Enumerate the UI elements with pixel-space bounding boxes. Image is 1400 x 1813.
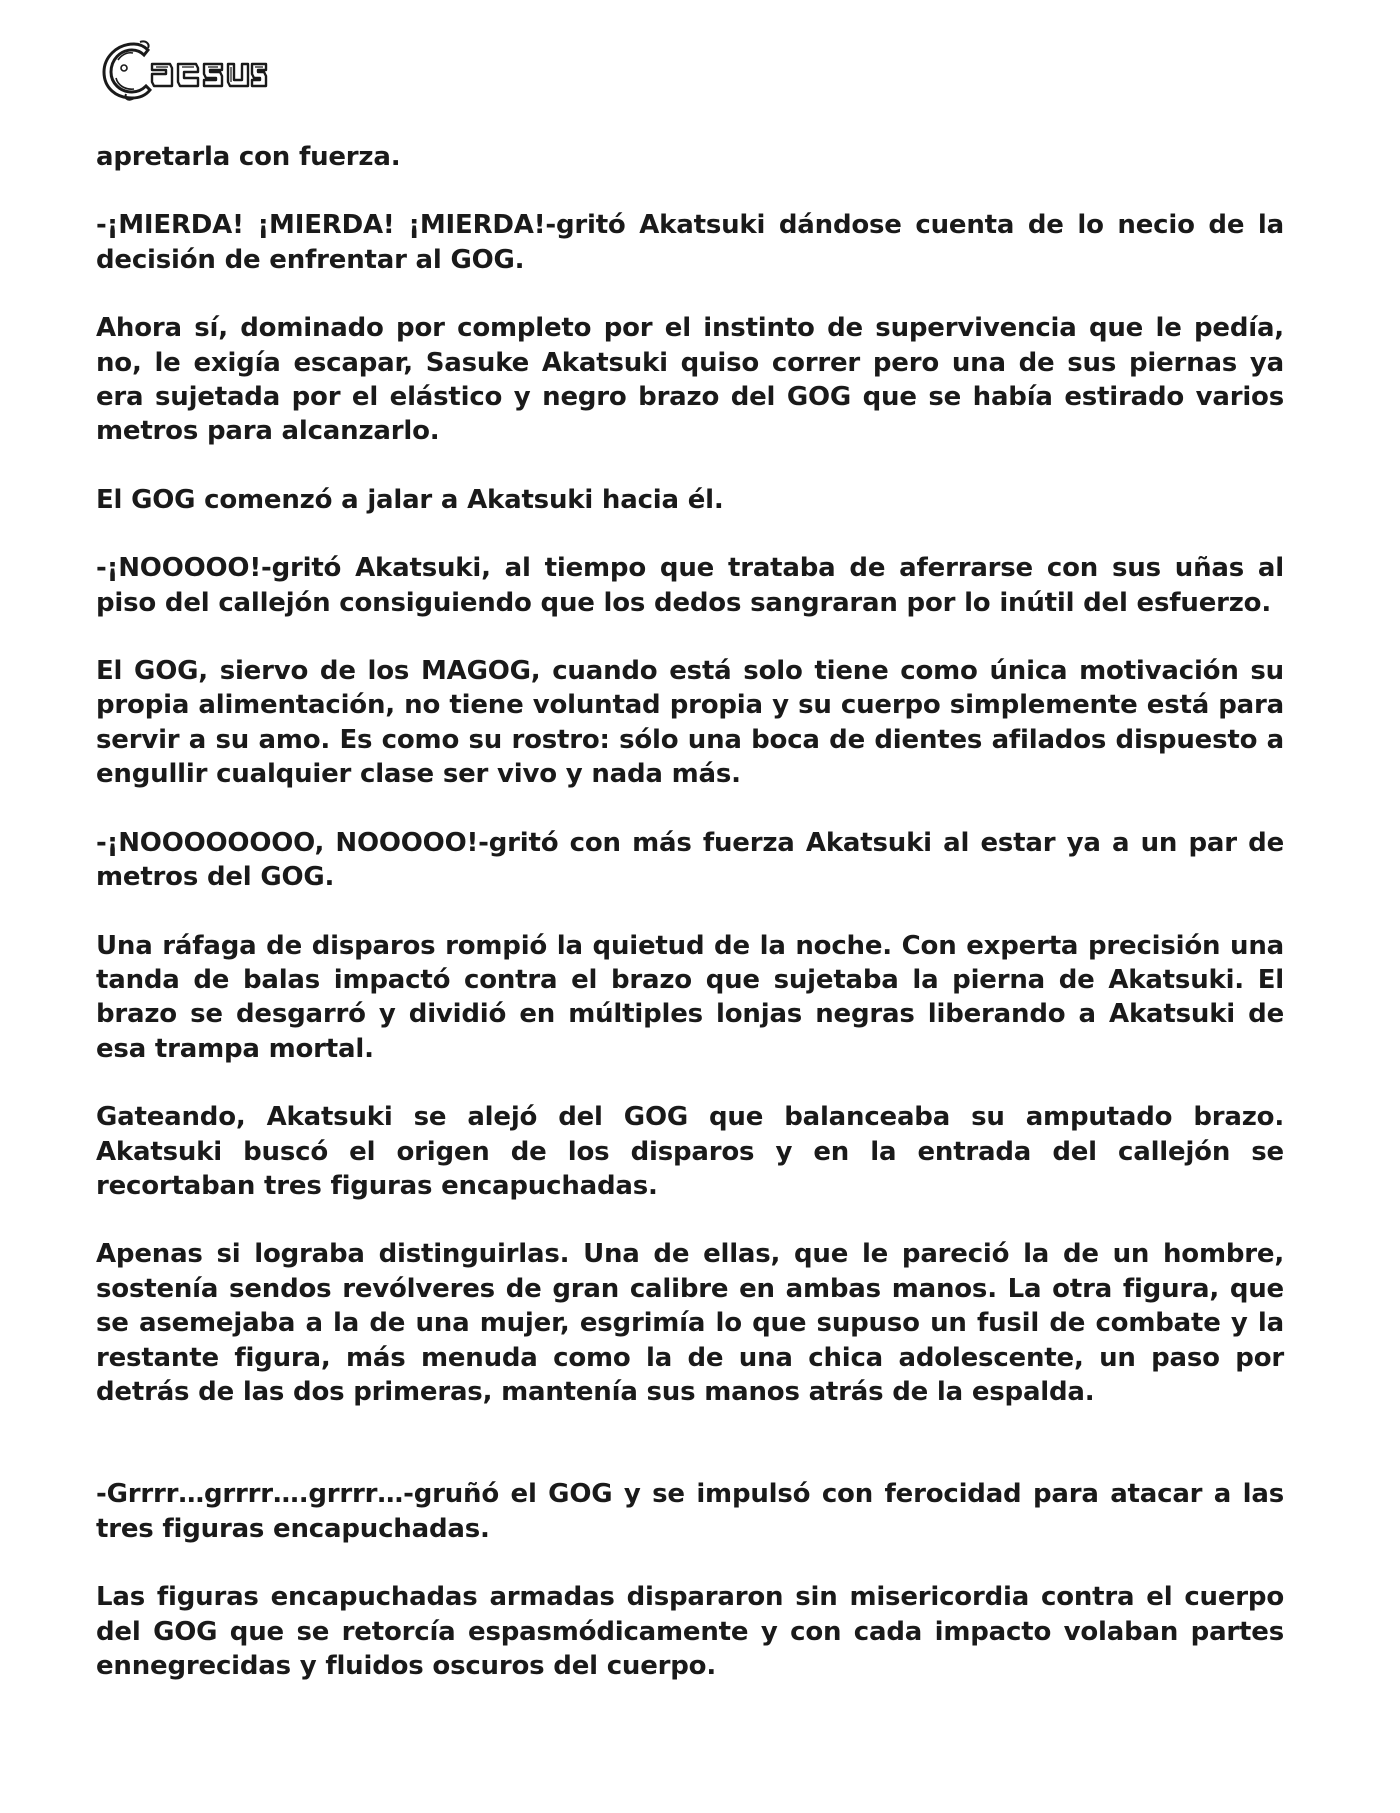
caesus-logo-icon [100,38,268,102]
paragraph: -¡NOOOOOOOO, NOOOOO!-gritó con más fuerza Akatsuki al estar ya a un par de metros del GOG. [96,827,1284,893]
paragraph: Ahora sí, dominado por completo por el instinto de supervivencia que le pedía, no, le exigía escapar, Sasuke Akatsuki quiso correr pero una de sus piernas ya era sujetada por el elástico y negro brazo del GOG que se había estirado varios metros para alcanzarlo. [96,313,1284,447]
paragraph: El GOG, siervo de los MAGOG, cuando está solo tiene como única motivación su propia alimentación, no tiene voluntad propia y su cuerpo simplemente está para servir a su amo. Es como su rostro: sólo una boca de dientes afilados dispuesto a engullir cualquier clase ser vivo y nada más. [96,656,1284,790]
paragraph: Una ráfaga de disparos rompió la quietud de la noche. Con experta precisión una tanda de balas impactó contra el brazo que sujetaba la pierna de Akatsuki. El brazo se desgarró y dividió en múltiples lonjas negras liberando a Akatsuki de esa trampa mortal. [96,930,1284,1064]
paragraph: -¡NOOOOO!-gritó Akatsuki, al tiempo que trataba de aferrarse con sus uñas al piso del callejón consiguiendo que los dedos sangraran por lo inútil del esfuerzo. [96,553,1284,618]
paragraph: Las figuras encapuchadas armadas dispararon sin misericordia contra el cuerpo del GOG que se retorcía espasmódicamente y con cada impacto volaban partes ennegrecidas y fluidos oscuros del cuerpo. [96,1582,1284,1681]
caesus-logo [100,38,268,102]
paragraph: El GOG comenzó a jalar a Akatsuki hacia él. [96,484,724,515]
paragraph: Apenas si lograba distinguirlas. Una de ellas, que le pareció la de un hombre, sostenía sendos revólveres de gran calibre en ambas manos. La otra figura, que se asemejaba a la de una mujer, esgrimía lo que supuso un fusil de combate y la restante figura, más menuda como la de una chica adolescente, un paso por detrás de las dos primeras, mantenía sus manos atrás de la espalda. [96,1239,1284,1407]
paragraph: -¡MIERDA! ¡MIERDA! ¡MIERDA!-gritó Akatsuki dándose cuenta de lo necio de la decisión de enfrentar al GOG. [96,210,1284,275]
paragraph: apretarla con fuerza. [96,142,401,172]
paragraph: -Grrrr…grrrr….grrrr…-gruñó el GOG y se impulsó con ferocidad para atacar a las tres figuras encapuchadas. [96,1479,1284,1544]
paragraph: Gateando, Akatsuki se alejó del GOG que balanceaba su amputado brazo. Akatsuki buscó el origen de los disparos y en la entrada del callejón se recortaban tres figuras encapuchadas. [96,1102,1284,1201]
body-text [96,140,1284,1717]
